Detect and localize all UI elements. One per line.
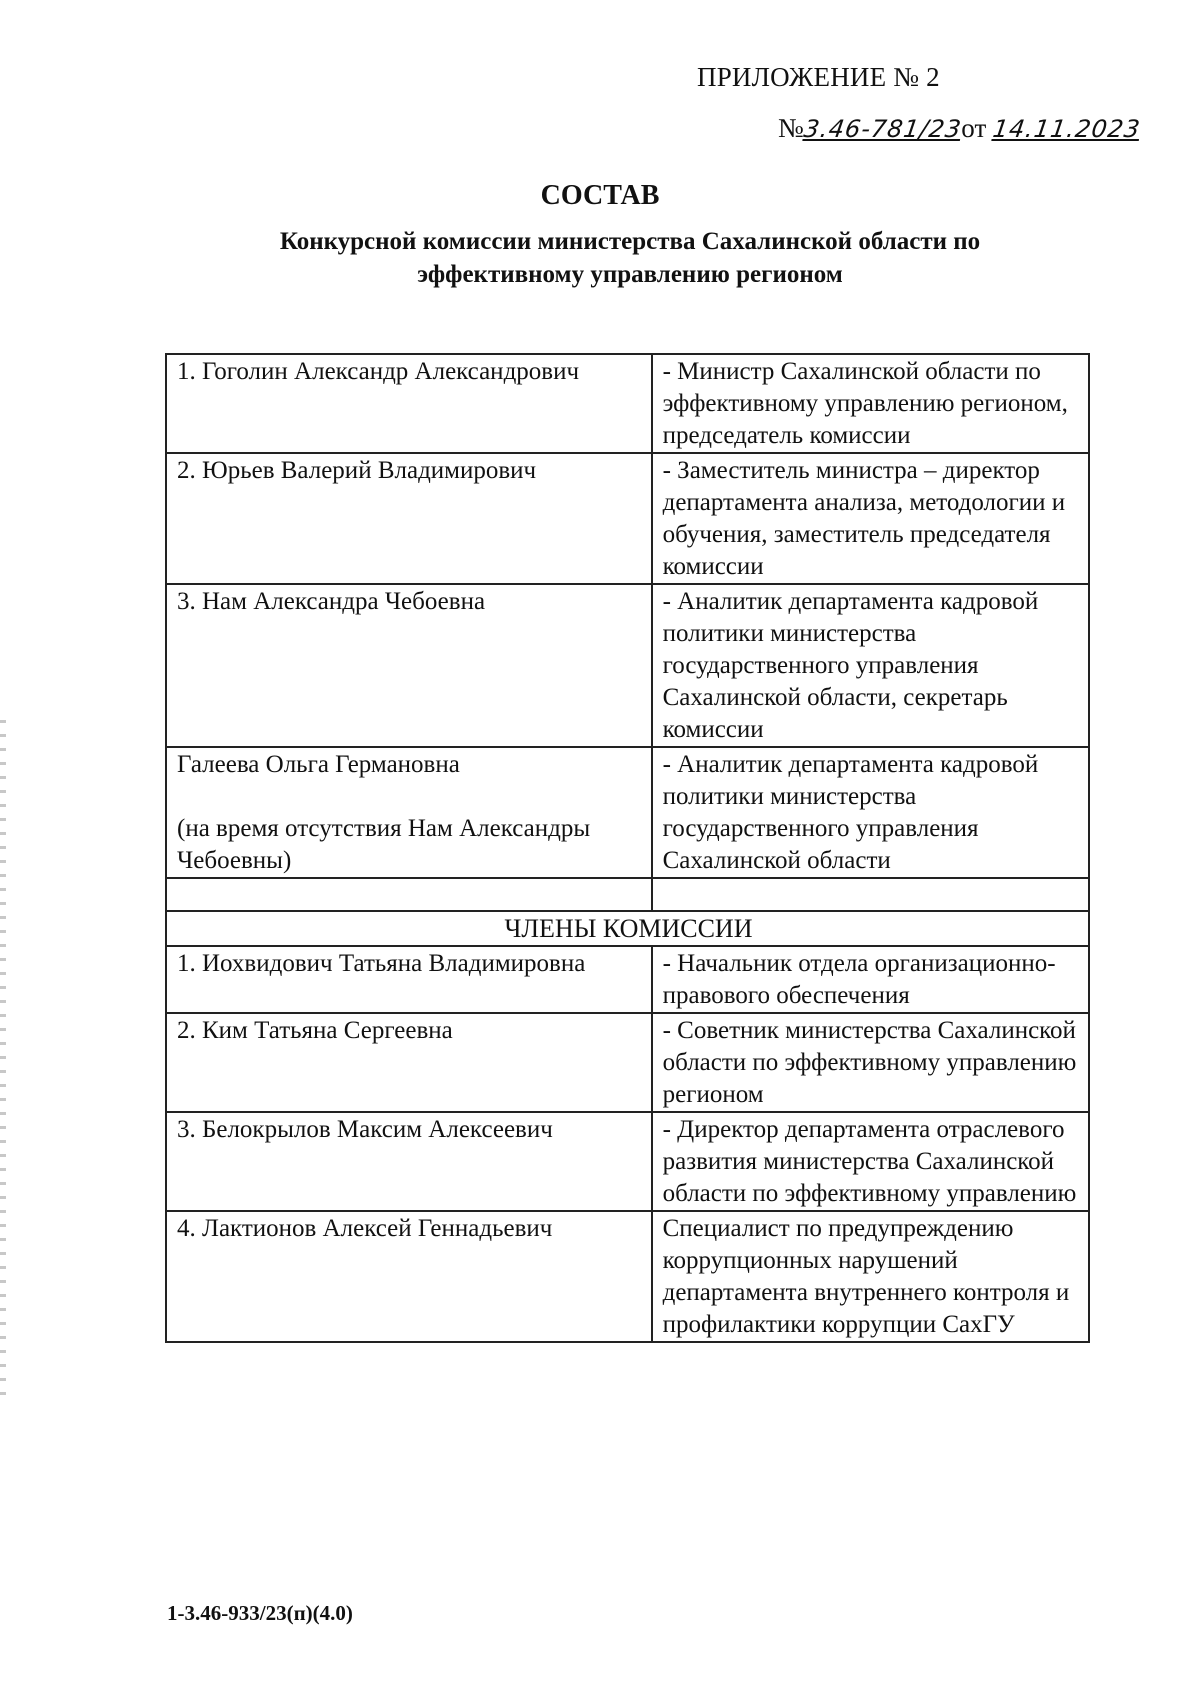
blank-cell (166, 878, 652, 911)
table-row (166, 453, 1089, 584)
member-role: Специалист по предупреждению коррупционных нарушений департамента внутреннего контроля и профилактики коррупции СахГУ (652, 1211, 1089, 1342)
document-code-footer: 1-3.46-933/23(п)(4.0) (167, 1601, 353, 1625)
document-subtitle: Конкурсной комиссии министерства Сахалинской области по эффективному управлению регионом (279, 228, 981, 288)
table-row (166, 1013, 1089, 1112)
member-name: 3. Нам Александра Чебоевна (166, 584, 652, 747)
member-role: - Советник министерства Сахалинской области по эффективному управлению регионом (652, 1013, 1089, 1112)
member-role: - Заместитель министра – директор департамента анализа, методологии и обучения, заместитель председателя комиссии (652, 453, 1089, 584)
table-row (166, 354, 1089, 453)
member-role: - Министр Сахалинской области по эффективному управлению регионом, председатель комиссии (652, 354, 1089, 453)
member-substitution-note: (на время отсутствия Нам Александры Чебоевны) (177, 815, 591, 874)
blank-cell (652, 878, 1089, 911)
member-name: Галеева Ольга Германовна (177, 751, 460, 778)
composition-table (165, 353, 1090, 1343)
table-row (166, 1112, 1089, 1211)
member-name: 1. Иохвидович Татьяна Владимировна (166, 946, 652, 1013)
member-name-cell (166, 747, 652, 878)
table-row (166, 747, 1089, 878)
table-row (166, 946, 1089, 1013)
document-title: СОСТАВ (540, 180, 660, 211)
member-name: 2. Юрьев Валерий Владимирович (166, 453, 652, 584)
scan-edge-artifact (0, 720, 6, 1400)
member-role: - Аналитик департамента кадровой политики министерства государственного управления Сахалинской области, секретарь комиссии (652, 584, 1089, 747)
member-name: 2. Ким Татьяна Сергеевна (166, 1013, 652, 1112)
member-name: 4. Лактионов Алексей Геннадьевич (166, 1211, 652, 1342)
member-role: - Директор департамента отраслевого развития министерства Сахалинской области по эффективному управлению (652, 1112, 1089, 1211)
member-name: 3. Белокрылов Максим Алексеевич (166, 1112, 652, 1211)
member-role: - Аналитик департамента кадровой политики министерства государственного управления Сахалинской области (652, 747, 1089, 878)
reg-date-handwritten: 14.11.2023 (991, 115, 1143, 143)
reg-number-handwritten: 3.46-781/23 (801, 115, 964, 143)
blank-row (166, 878, 1089, 911)
registration-line (778, 113, 1143, 144)
appendix-label: ПРИЛОЖЕНИЕ № 2 (697, 62, 940, 92)
reg-number-prefix: № (778, 113, 804, 143)
member-name: 1. Гоголин Александр Александрович (166, 354, 652, 453)
section-header-row (166, 911, 1089, 946)
members-section-header: ЧЛЕНЫ КОМИССИИ (166, 911, 1089, 946)
reg-from-label: от (961, 113, 987, 143)
member-role: - Начальник отдела организационно- правового обеспечения (652, 946, 1089, 1013)
table-row (166, 1211, 1089, 1342)
table-row (166, 584, 1089, 747)
